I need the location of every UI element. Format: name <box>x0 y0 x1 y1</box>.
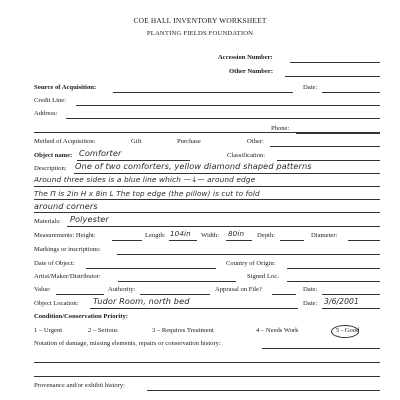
condition-option-requires-treatment[interactable]: 3 – Requires Treatment <box>152 327 214 334</box>
description-line-3[interactable]: The Π is 2in H x 8in L The top edge (the pillow) is cut to fold <box>34 189 260 198</box>
object-location-value[interactable]: Tudor Room, north bed <box>93 296 190 306</box>
condition-heading: Condition/Conservation Priority: <box>34 313 128 320</box>
condition-option-needs-work[interactable]: 4 – Needs Work <box>256 327 299 334</box>
signed-loc-label: Signed Loc. <box>247 273 279 280</box>
markings-field[interactable] <box>117 254 380 255</box>
appraisal-date-label: Date: <box>303 286 318 293</box>
materials-value[interactable]: Polyester <box>70 214 109 224</box>
credit-line-field[interactable] <box>76 105 380 106</box>
value-label: Value: <box>34 286 51 293</box>
description-rule-4 <box>34 212 380 213</box>
notation-label: Notation of damage, missing elements, repairs or conservation history: <box>34 340 221 347</box>
worksheet-title: COE HALL INVENTORY WORKSHEET <box>133 16 267 25</box>
location-date-label: Date: <box>303 300 318 307</box>
object-name-value[interactable]: Comforter <box>79 148 122 158</box>
method-of-acquisition-label: Method of Acquisition: <box>34 138 96 145</box>
materials-field <box>67 226 380 227</box>
selected-condition-circle-mark <box>331 325 359 338</box>
country-of-origin-field[interactable] <box>287 268 380 269</box>
address-field[interactable] <box>66 118 380 119</box>
authority-label: Authority: <box>108 286 136 293</box>
method-other-field[interactable] <box>270 146 380 147</box>
provenance-label: Provenance and/or exhibit history: <box>34 382 126 389</box>
worksheet-subtitle: PLANTING FIELDS FOUNDATION <box>146 30 254 37</box>
condition-option-urgent[interactable]: 1 – Urgent <box>34 327 63 334</box>
description-label: Description: <box>34 165 67 172</box>
signed-loc-field[interactable] <box>287 281 380 282</box>
method-option-purchase[interactable]: Purchase <box>177 138 201 145</box>
width-field <box>226 240 252 241</box>
object-location-field <box>90 308 298 309</box>
date-of-object-label: Date of Object: <box>34 260 75 267</box>
object-location-label: Object Location: <box>34 300 79 307</box>
address-label: Address: <box>34 110 58 117</box>
description-line-4[interactable]: around corners <box>34 201 98 211</box>
authority-field[interactable] <box>140 294 210 295</box>
measurements-height-label: Measurements: Height: <box>34 232 96 239</box>
phone-field[interactable] <box>296 133 380 134</box>
length-value[interactable]: 104in <box>170 229 191 238</box>
description-line-2[interactable]: Around three sides is a blue line which —↓— around edge <box>34 175 256 184</box>
notation-field-line-3[interactable] <box>34 376 380 377</box>
description-rule-1 <box>74 173 380 174</box>
description-rule-3 <box>34 199 380 200</box>
description-rule-2 <box>34 186 380 187</box>
description-line-1[interactable]: One of two comforters, yellow diamond shaped patterns <box>75 161 312 171</box>
notation-field[interactable] <box>262 348 380 349</box>
object-name-label: Object name: <box>34 152 73 159</box>
country-of-origin-label: Country of Origin: <box>226 260 276 267</box>
location-date-value[interactable]: 3/6/2001 <box>324 297 359 306</box>
condition-option-good[interactable]: 5 - Good <box>336 327 360 334</box>
method-option-gift[interactable]: Gift <box>131 138 142 145</box>
depth-field[interactable] <box>280 240 304 241</box>
value-field[interactable] <box>56 294 104 295</box>
notation-field-line-2[interactable] <box>34 362 380 363</box>
width-label: Width: <box>201 232 220 239</box>
appraisal-on-file-label: Apprasal on File? <box>215 286 262 293</box>
markings-label: Markings or inscriptions: <box>34 246 101 253</box>
phone-label: Phone: <box>271 125 290 132</box>
length-field <box>169 240 197 241</box>
width-value[interactable]: 80in <box>228 229 245 238</box>
source-of-acquisition-label: Source of Acquisition: <box>34 84 97 91</box>
condition-option-serious[interactable]: 2 – Serious <box>88 327 118 334</box>
height-field[interactable] <box>112 240 142 241</box>
date-of-object-field[interactable] <box>86 268 216 269</box>
artist-maker-field[interactable] <box>118 281 236 282</box>
accession-number-label: Accession Number: <box>218 54 273 61</box>
method-option-other[interactable]: Other: <box>247 138 264 145</box>
other-number-label: Other Number: <box>229 68 274 75</box>
appraisal-date-field[interactable] <box>322 294 380 295</box>
source-of-acquisition-field[interactable] <box>113 92 293 93</box>
materials-label: Materials: <box>34 218 61 225</box>
classification-label: Classification: <box>227 152 266 159</box>
other-number-field[interactable] <box>285 76 380 77</box>
location-date-field <box>322 308 380 309</box>
depth-label: Depth: <box>257 232 275 239</box>
diameter-field[interactable] <box>348 240 380 241</box>
acquisition-date-label: Date: <box>303 84 318 91</box>
appraisal-on-file-field[interactable] <box>272 294 296 295</box>
credit-line-label: Credit Line: <box>34 97 67 104</box>
length-label: Length: <box>145 232 166 239</box>
accession-number-field[interactable] <box>290 62 380 63</box>
diameter-label: Diameter: <box>311 232 338 239</box>
acquisition-date-field[interactable] <box>322 92 380 93</box>
provenance-field[interactable] <box>147 390 380 391</box>
artist-maker-label: Artist/Maker/Distributor: <box>34 273 101 280</box>
